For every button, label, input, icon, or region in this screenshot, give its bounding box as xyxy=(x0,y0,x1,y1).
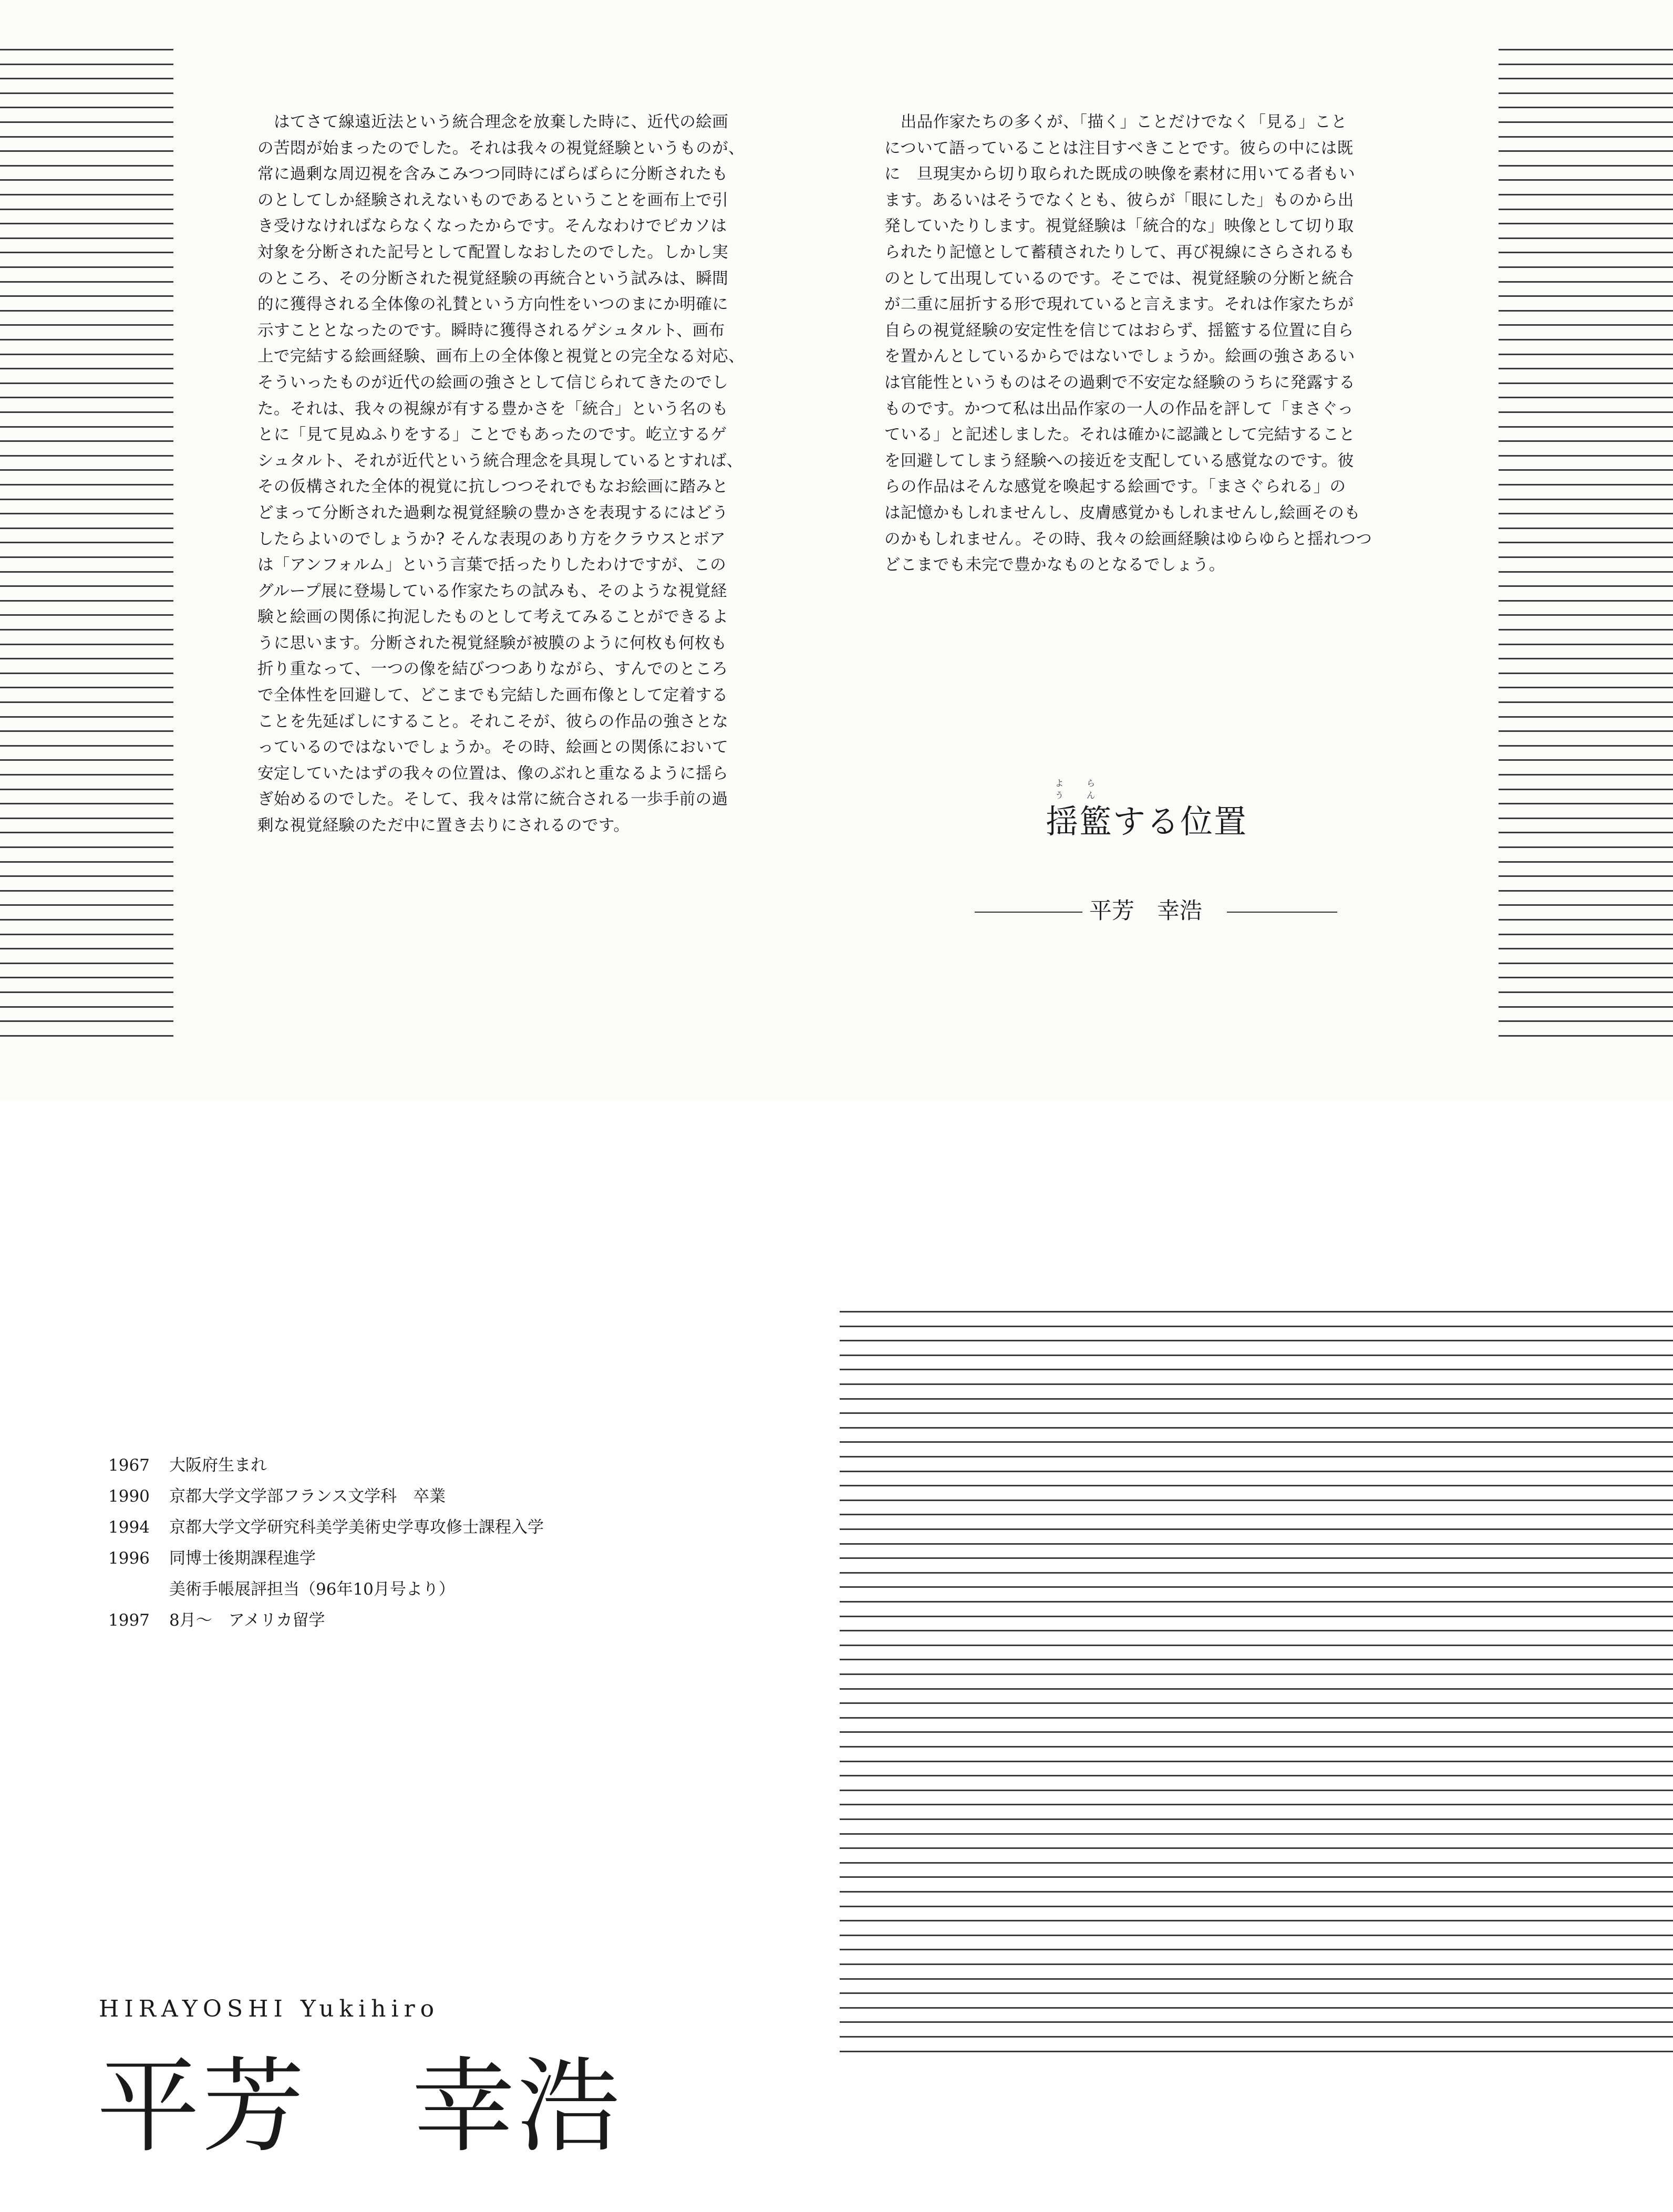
stripe-line xyxy=(1499,281,1673,283)
stripe-line xyxy=(1499,150,1673,152)
stripe-line xyxy=(1499,600,1673,602)
stripe-line xyxy=(840,1586,1673,1588)
stripe-line xyxy=(0,252,173,253)
left-stripe-pattern xyxy=(0,49,173,1050)
stripe-line xyxy=(1499,324,1673,326)
stripe-line xyxy=(840,1528,1673,1530)
stripe-line xyxy=(0,469,173,471)
stripe-line xyxy=(1499,469,1673,471)
stripe-line xyxy=(1499,716,1673,718)
stripe-line xyxy=(0,1020,173,1022)
essay-line: 剰な視覚経験のただ中に置き去りにされるのです。 xyxy=(257,816,630,835)
essay-title: 揺籃する位置 xyxy=(1046,802,1248,841)
stripe-line xyxy=(1499,194,1673,195)
stripe-line xyxy=(0,904,173,906)
stripe-line xyxy=(0,92,173,94)
stripe-line xyxy=(840,1630,1673,1631)
stripe-line xyxy=(840,1369,1673,1370)
stripe-line xyxy=(840,1572,1673,1574)
stripe-line xyxy=(0,64,173,65)
stripe-line xyxy=(0,789,173,790)
stripe-line xyxy=(0,194,173,195)
stripe-line xyxy=(1499,209,1673,210)
stripe-line xyxy=(840,1441,1673,1443)
stripe-line xyxy=(0,542,173,543)
stripe-line xyxy=(840,1311,1673,1312)
bottom-stripe-pattern xyxy=(840,1311,1673,2063)
essay-line: どこまでも未完で豊かなものとなるでしょう。 xyxy=(884,556,1225,575)
stripe-line xyxy=(1499,832,1673,833)
stripe-line xyxy=(0,383,173,384)
stripe-line xyxy=(1499,223,1673,224)
stripe-line xyxy=(0,658,173,659)
stripe-line xyxy=(0,426,173,428)
stripe-line xyxy=(1499,673,1673,674)
stripe-line xyxy=(0,295,173,297)
stripe-line xyxy=(0,354,173,355)
stripe-line xyxy=(840,1557,1673,1559)
artist-latin-name: HIRAYOSHI Yukihiro xyxy=(99,1996,440,2022)
stripe-line xyxy=(0,165,173,167)
essay-line: は官能性というものはその過剰で不安定な経験のうちに発露する xyxy=(884,373,1356,392)
stripe-line xyxy=(840,1775,1673,1776)
stripe-line xyxy=(840,1485,1673,1486)
biography-row xyxy=(108,1481,544,1512)
stripe-line xyxy=(0,963,173,964)
stripe-line xyxy=(840,1818,1673,1820)
stripe-line xyxy=(1499,644,1673,645)
essay-line: のかもしれません。その時、我々の絵画経験はゆらゆらと揺れつつ xyxy=(884,530,1372,549)
essay-line: はてさて線遠近法という統合理念を放棄した時に、近代の絵画 xyxy=(257,113,729,131)
stripe-line xyxy=(0,513,173,514)
stripe-line xyxy=(840,2021,1673,2023)
stripe-line xyxy=(840,1340,1673,1341)
essay-line: その仮構された全体的視覚に抗しつつそれでもなお絵画に踏みと xyxy=(257,478,729,497)
stripe-line xyxy=(0,150,173,152)
stripe-line xyxy=(0,528,173,529)
essay-line: について語っていることは注目すべきことです。彼らの中には既 xyxy=(884,139,1354,158)
stripe-line xyxy=(1499,252,1673,253)
stripe-line xyxy=(840,1761,1673,1762)
stripe-line xyxy=(1499,875,1673,877)
essay-line: 対象を分断された記号として配置しなおしたのでした。しかし実 xyxy=(257,243,729,262)
stripe-line xyxy=(1499,354,1673,355)
stripe-line xyxy=(840,1876,1673,1878)
essay-line: のとして出現しているのです。そこでは、視覚経験の分断と統合 xyxy=(884,269,1354,288)
essay-line: どまって分断された過剰な視覚経験の豊かさを表現するにはどう xyxy=(257,503,729,522)
essay-line: とに「見て見ぬふりをする」ことでもあったのです。屹立するゲ xyxy=(257,426,727,445)
stripe-line xyxy=(1499,107,1673,108)
stripe-line xyxy=(0,78,173,79)
stripe-line xyxy=(0,411,173,413)
stripe-line xyxy=(1499,789,1673,790)
biography-text: 京都大学文学部フランス文学科 卒業 xyxy=(169,1487,446,1506)
stripe-line xyxy=(840,1862,1673,1864)
stripe-line xyxy=(1499,64,1673,65)
stripe-line xyxy=(1499,803,1673,804)
essay-line: 折り重なって、一つの像を結びつつありながら、すんでのところ xyxy=(257,660,728,679)
stripe-line xyxy=(0,948,173,949)
biography-year: 1994 xyxy=(108,1518,150,1537)
stripe-line xyxy=(840,1456,1673,1458)
biography-text: 京都大学文学研究科美学美術史学専攻修士課程入学 xyxy=(169,1518,544,1537)
stripe-line xyxy=(1499,1020,1673,1022)
stripe-line xyxy=(840,1427,1673,1429)
stripe-line xyxy=(1499,818,1673,819)
stripe-line xyxy=(1499,397,1673,398)
stripe-line xyxy=(840,1906,1673,1907)
essay-line: られたり記憶として蓄積されたりして、再び視線にさらされるも xyxy=(884,243,1355,262)
biography-text: 8月～ アメリカ留学 xyxy=(169,1611,325,1630)
stripe-line xyxy=(0,774,173,776)
stripe-line xyxy=(1499,701,1673,703)
stripe-line xyxy=(1499,542,1673,543)
stripe-line xyxy=(840,1717,1673,1719)
stripe-line xyxy=(1499,411,1673,413)
stripe-line xyxy=(0,600,173,602)
stripe-line xyxy=(840,2036,1673,2038)
stripe-line xyxy=(1499,310,1673,312)
stripe-line xyxy=(0,991,173,993)
stripe-line xyxy=(0,890,173,892)
biography-year: 1967 xyxy=(108,1456,150,1475)
stripe-line xyxy=(0,368,173,369)
essay-line: ます。あるいはそうでなくとも、彼らが「眼にした」ものから出 xyxy=(884,191,1354,210)
stripe-line xyxy=(1499,528,1673,529)
stripe-line xyxy=(840,1601,1673,1603)
essay-line: うに思います。分断された視覚経験が被膜のように何枚も何枚も xyxy=(257,634,727,653)
stripe-line xyxy=(1499,499,1673,500)
biography-text: 同博士後期課程進学 xyxy=(169,1549,316,1568)
stripe-line xyxy=(1499,759,1673,761)
essay-line: は「アンフォルム」という言葉で括ったりしたわけですが、この xyxy=(257,556,727,575)
stripe-line xyxy=(0,281,173,283)
stripe-line xyxy=(1499,455,1673,457)
stripe-line xyxy=(840,1616,1673,1617)
stripe-line xyxy=(840,1746,1673,1748)
stripe-line xyxy=(0,571,173,573)
stripe-line xyxy=(1499,904,1673,906)
essay-line: シュタルト、それが近代という統合理念を具現しているとすれば、 xyxy=(257,451,743,470)
stripe-line xyxy=(1499,745,1673,747)
stripe-line xyxy=(0,644,173,645)
biography-year xyxy=(108,1574,169,1605)
essay-line: ことを先延ばしにすること。それこそが、彼らの作品の強さとな xyxy=(257,712,729,731)
essay-line: らの作品はそんな感覚を喚起する絵画です。「まさぐられる」の xyxy=(884,478,1346,497)
stripe-line xyxy=(0,875,173,877)
stripe-line xyxy=(1499,687,1673,688)
stripe-line xyxy=(0,934,173,935)
essay-line: 常に過剰な周辺視を含みこみつつ同時にばらばらに分断されたも xyxy=(257,165,728,184)
stripe-line xyxy=(0,324,173,326)
biography-row xyxy=(108,1605,544,1636)
stripe-line xyxy=(1499,179,1673,181)
stripe-line xyxy=(1499,861,1673,863)
stripe-line xyxy=(0,107,173,108)
stripe-line xyxy=(1499,1006,1673,1008)
stripe-line xyxy=(1499,513,1673,514)
stripe-line xyxy=(1499,614,1673,616)
stripe-line xyxy=(840,1673,1673,1675)
essay-line: 験と絵画の関係に拘泥したものとして考えてみることができるよ xyxy=(257,608,729,627)
stripe-line xyxy=(840,1355,1673,1356)
right-stripe-pattern xyxy=(1499,49,1673,1050)
biography-row xyxy=(108,1512,544,1543)
essay-left-column xyxy=(257,109,778,839)
stripe-line xyxy=(1499,890,1673,892)
stripe-line xyxy=(840,2007,1673,2009)
biography-text: 大阪府生まれ xyxy=(169,1456,267,1475)
essay-line: っているのではないでしょうか。その時、絵画との関係において xyxy=(257,738,729,757)
title-ruby-1: よう xyxy=(1055,778,1065,800)
stripe-line xyxy=(840,1963,1673,1965)
stripe-line xyxy=(0,803,173,804)
essay-line: を置かんとしているからではないでしょうか。絵画の強さあるい xyxy=(884,347,1355,366)
biography-year: 1990 xyxy=(108,1487,150,1506)
biography-row xyxy=(108,1450,544,1481)
essay-right-column xyxy=(884,109,1405,578)
stripe-line xyxy=(0,730,173,732)
essay-line: したらよいのでしょうか? そんな表現のあり方をクラウスとボア xyxy=(257,530,726,549)
essay-line: 出品作家たちの多くが、「描く」ことだけでなく「見る」こと xyxy=(884,113,1347,131)
profile-page xyxy=(0,1101,1673,2212)
essay-line: 的に獲得される全体像の礼賛という方向性をいつのまにか明確に xyxy=(257,295,729,314)
stripe-line xyxy=(840,1891,1673,1893)
stripe-line xyxy=(1499,658,1673,659)
author-rule-left xyxy=(975,912,1082,913)
stripe-line xyxy=(840,1790,1673,1791)
stripe-line xyxy=(1499,165,1673,167)
stripe-line xyxy=(1499,963,1673,964)
biography-year: 1996 xyxy=(108,1549,150,1568)
essay-line: 自らの視覚経験の安定性を信じてはおらず、揺籃する位置に自ら xyxy=(884,321,1354,340)
author-rule-right xyxy=(1227,912,1337,913)
essay-line: 発していたりします。視覚経験は「統合的な」映像として切り取 xyxy=(884,217,1354,236)
stripe-line xyxy=(0,397,173,398)
stripe-line xyxy=(0,861,173,863)
essay-line: が二重に屈折する形で現れていると言えます。それは作家たちが xyxy=(884,295,1354,314)
stripe-line xyxy=(1499,919,1673,921)
essay-page xyxy=(0,0,1673,1101)
stripe-line xyxy=(0,499,173,500)
stripe-line xyxy=(840,1702,1673,1704)
stripe-line xyxy=(0,339,173,340)
stripe-line xyxy=(840,1383,1673,1385)
stripe-line xyxy=(840,1935,1673,1936)
stripe-line xyxy=(1499,339,1673,340)
essay-line: を回避してしまう経験への接近を支配している感覚なのです。彼 xyxy=(884,451,1354,470)
stripe-line xyxy=(1499,556,1673,558)
stripe-line xyxy=(840,1645,1673,1646)
stripe-line xyxy=(0,614,173,616)
stripe-line xyxy=(0,919,173,921)
stripe-line xyxy=(0,440,173,442)
stripe-line xyxy=(840,1326,1673,1327)
biography-row xyxy=(108,1543,544,1574)
stripe-line xyxy=(0,846,173,848)
stripe-line xyxy=(1499,121,1673,123)
biography-list xyxy=(108,1450,544,1636)
stripe-line xyxy=(1499,774,1673,776)
stripe-line xyxy=(840,1949,1673,1950)
essay-line: で全体性を回避して、どこまでも完結した画布像として定着する xyxy=(257,686,728,705)
essay-line: 上で完結する絵画経験、画布上の全体像と視覚との完全なる対応、 xyxy=(257,347,745,366)
stripe-line xyxy=(0,673,173,674)
stripe-line xyxy=(0,585,173,587)
essay-author-line xyxy=(975,893,1337,923)
stripe-line xyxy=(0,49,173,50)
essay-line: そういったものが近代の絵画の強さとして信じられてきたのでし xyxy=(257,373,729,392)
stripe-line xyxy=(840,1688,1673,1690)
stripe-line xyxy=(0,745,173,747)
stripe-line xyxy=(840,1412,1673,1414)
stripe-line xyxy=(1499,585,1673,587)
stripe-line xyxy=(840,1514,1673,1515)
biography-text: 美術手帳展評担当（96年10月号より） xyxy=(169,1580,455,1599)
stripe-line xyxy=(0,832,173,833)
stripe-line xyxy=(0,716,173,718)
biography-year: 1997 xyxy=(108,1611,150,1630)
stripe-line xyxy=(840,1471,1673,1472)
essay-line: グループ展に登場している作家たちの試みも、そのような視覚経 xyxy=(257,582,727,601)
stripe-line xyxy=(0,484,173,485)
stripe-line xyxy=(0,818,173,819)
stripe-line xyxy=(1499,730,1673,732)
stripe-line xyxy=(0,121,173,123)
stripe-line xyxy=(1499,484,1673,485)
stripe-line xyxy=(840,1847,1673,1849)
stripe-line xyxy=(1499,977,1673,978)
essay-line: は記憶かもしれませんし、皮膚感覚かもしれませんし,絵画そのも xyxy=(884,503,1361,522)
artist-name: 平芳 幸浩 xyxy=(97,2047,623,2167)
stripe-line xyxy=(0,629,173,630)
essay-line: 示すこととなったのです。瞬時に獲得されるゲシュタルト、画布 xyxy=(257,321,725,340)
stripe-line xyxy=(0,759,173,761)
stripe-line xyxy=(1499,266,1673,268)
stripe-line xyxy=(1499,991,1673,993)
essay-line: のところ、その分断された視覚経験の再統合という試みは、瞬間 xyxy=(257,269,729,288)
stripe-line xyxy=(1499,237,1673,239)
stripe-line xyxy=(0,701,173,703)
stripe-line xyxy=(0,179,173,181)
essay-line: ている」と記述しました。それは確かに認識として完結すること xyxy=(884,426,1356,445)
stripe-line xyxy=(1499,629,1673,630)
stripe-line xyxy=(0,209,173,210)
stripe-line xyxy=(1499,1035,1673,1037)
essay-line: に 旦現実から切り取られた既成の映像を素材に用いてる者もい xyxy=(884,165,1356,184)
stripe-line xyxy=(1499,440,1673,442)
essay-line: ぎ始めるのでした。そして、我々は常に統合される一歩手前の過 xyxy=(257,790,728,809)
stripe-line xyxy=(0,310,173,312)
stripe-line xyxy=(840,1543,1673,1545)
stripe-line xyxy=(840,1992,1673,1994)
stripe-line xyxy=(0,266,173,268)
essay-line: 安定していたはずの我々の位置は、像のぶれと重なるように揺ら xyxy=(257,764,729,783)
stripe-line xyxy=(0,237,173,239)
stripe-line xyxy=(840,1659,1673,1660)
stripe-line xyxy=(840,1398,1673,1400)
stripe-line xyxy=(1499,948,1673,949)
stripe-line xyxy=(1499,78,1673,79)
stripe-line xyxy=(840,1978,1673,1980)
stripe-line xyxy=(1499,136,1673,138)
stripe-line xyxy=(1499,295,1673,297)
stripe-line xyxy=(1499,571,1673,573)
stripe-line xyxy=(840,1731,1673,1733)
stripe-line xyxy=(1499,383,1673,384)
stripe-line xyxy=(1499,92,1673,94)
essay-line: き受けなければならなくなったからです。そんなわけでピカソは xyxy=(257,217,727,236)
stripe-line xyxy=(840,2051,1673,2052)
stripe-line xyxy=(1499,426,1673,428)
stripe-line xyxy=(0,1006,173,1008)
essay-line: た。それは、我々の視線が有する豊かさを「統合」という名のも xyxy=(257,399,729,418)
stripe-line xyxy=(1499,934,1673,935)
stripe-line xyxy=(840,1833,1673,1835)
stripe-line xyxy=(0,223,173,224)
stripe-line xyxy=(1499,49,1673,50)
stripe-line xyxy=(0,1035,173,1037)
essay-line: ものです。かつて私は出品作家の一人の作品を評して「まさぐっ xyxy=(884,399,1354,418)
stripe-line xyxy=(0,977,173,978)
stripe-line xyxy=(1499,368,1673,369)
essay-line: の苦悶が始まったのでした。それは我々の視覚経験というものが、 xyxy=(257,139,745,158)
biography-row xyxy=(108,1574,544,1605)
stripe-line xyxy=(840,1920,1673,1921)
stripe-line xyxy=(0,687,173,688)
stripe-line xyxy=(0,136,173,138)
stripe-line xyxy=(840,1500,1673,1501)
essay-author: 平芳 幸浩 xyxy=(1089,898,1202,924)
essay-line: のとしてしか経験されえないものであるということを画布上で引 xyxy=(257,191,729,210)
stripe-line xyxy=(1499,846,1673,848)
stripe-line xyxy=(0,556,173,558)
title-ruby-2: らん xyxy=(1087,778,1096,800)
stripe-line xyxy=(840,1804,1673,1805)
stripe-line xyxy=(0,455,173,457)
